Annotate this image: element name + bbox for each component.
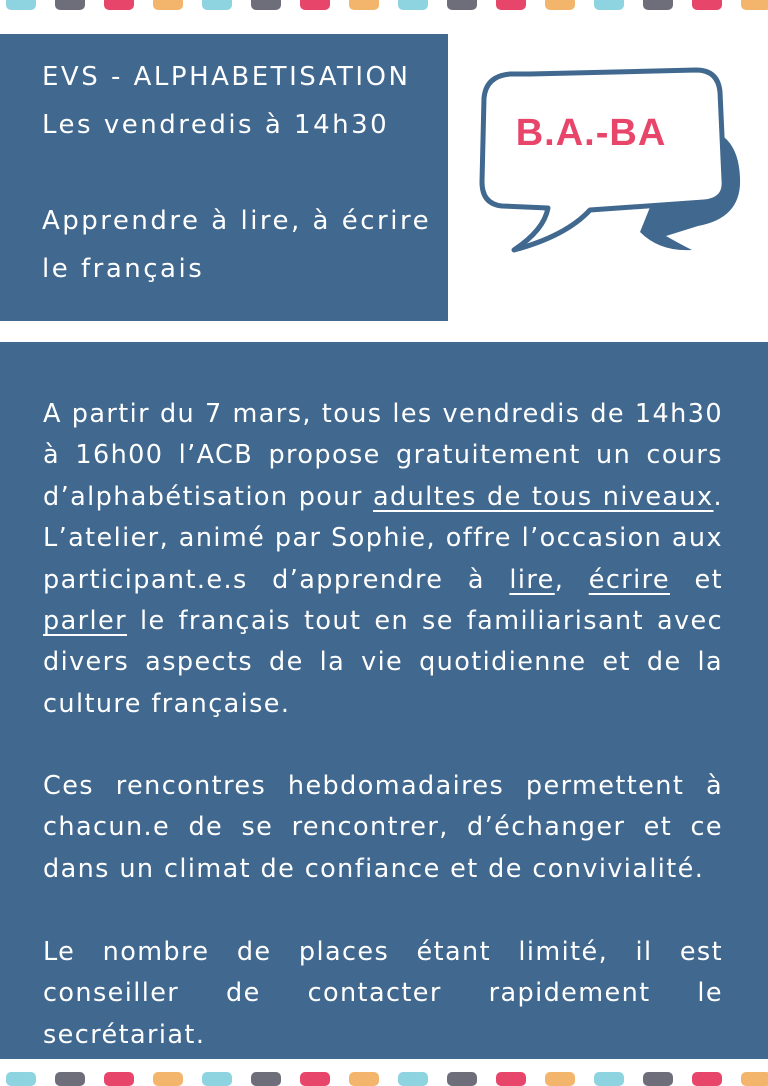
border-dot: [202, 1072, 232, 1086]
border-dot: [545, 0, 575, 10]
border-dot: [692, 0, 722, 10]
border-dot: [447, 1072, 477, 1086]
intro-underline-levels: adultes de tous niveaux: [372, 481, 714, 512]
border-dot: [496, 0, 526, 10]
intro-text-2: . L’atelier, animé par Sophie, offre l’occasion aux participant.e.s d’apprendre à: [43, 481, 723, 595]
border-dot: [300, 0, 330, 10]
speech-bubble-icon: [470, 60, 760, 260]
header-tagline-line1: Apprendre à lire, à écrire: [42, 206, 432, 236]
intro-paragraph: [43, 394, 723, 725]
border-dot: [398, 0, 428, 10]
border-dot: [251, 0, 281, 10]
border-dot: [6, 1072, 36, 1086]
logo-text: B.A.-BA: [515, 112, 667, 154]
intro-underline-speak: parler: [43, 606, 127, 637]
intro-text-4: et: [670, 564, 723, 595]
border-dot: [349, 1072, 379, 1086]
top-dot-border: [0, 0, 768, 10]
border-dot: [741, 0, 768, 10]
border-dot: [153, 1072, 183, 1086]
border-dot: [447, 0, 477, 10]
header-schedule: Les vendredis à 14h30: [42, 110, 390, 140]
intro-underline-write: écrire: [588, 564, 671, 595]
places-paragraph: Le nombre de places étant limité, il est conseiller de contacter rapidement le secrétariat.: [43, 937, 723, 1050]
border-dot: [349, 0, 379, 10]
border-dot: [643, 1072, 673, 1086]
border-dot: [6, 0, 36, 10]
border-dot: [104, 1072, 134, 1086]
border-dot: [300, 1072, 330, 1086]
border-dot: [496, 1072, 526, 1086]
header-tagline-line2: le français: [42, 254, 205, 284]
intro-text-5: le français tout en se familiarisant avec divers aspects de la vie quotidienne et de la culture française.: [43, 606, 723, 719]
bottom-dot-border: [0, 1072, 768, 1086]
meetings-paragraph: Ces rencontres hebdomadaires permettent à chacun.e de se rencontrer, d’échanger et ce dans un climat de confiance et de convivialité.: [43, 771, 723, 884]
border-dot: [594, 0, 624, 10]
border-dot: [398, 1072, 428, 1086]
border-dot: [251, 1072, 281, 1086]
border-dot: [594, 1072, 624, 1086]
header-title: EVS - ALPHABETISATION: [42, 62, 411, 92]
intro-underline-read: lire: [509, 564, 555, 595]
border-dot: [104, 0, 134, 10]
border-dot: [55, 0, 85, 10]
border-dot: [741, 1072, 768, 1086]
border-dot: [55, 1072, 85, 1086]
intro-text-3: ,: [554, 564, 589, 595]
intro-text-1: A partir du 7 mars, tous les vendredis de 14h30 à 16h00 l’ACB propose gratuitement un cours d’alphabétisation pour: [43, 399, 723, 512]
border-dot: [202, 0, 232, 10]
border-dot: [692, 1072, 722, 1086]
border-dot: [643, 0, 673, 10]
border-dot: [153, 0, 183, 10]
border-dot: [545, 1072, 575, 1086]
